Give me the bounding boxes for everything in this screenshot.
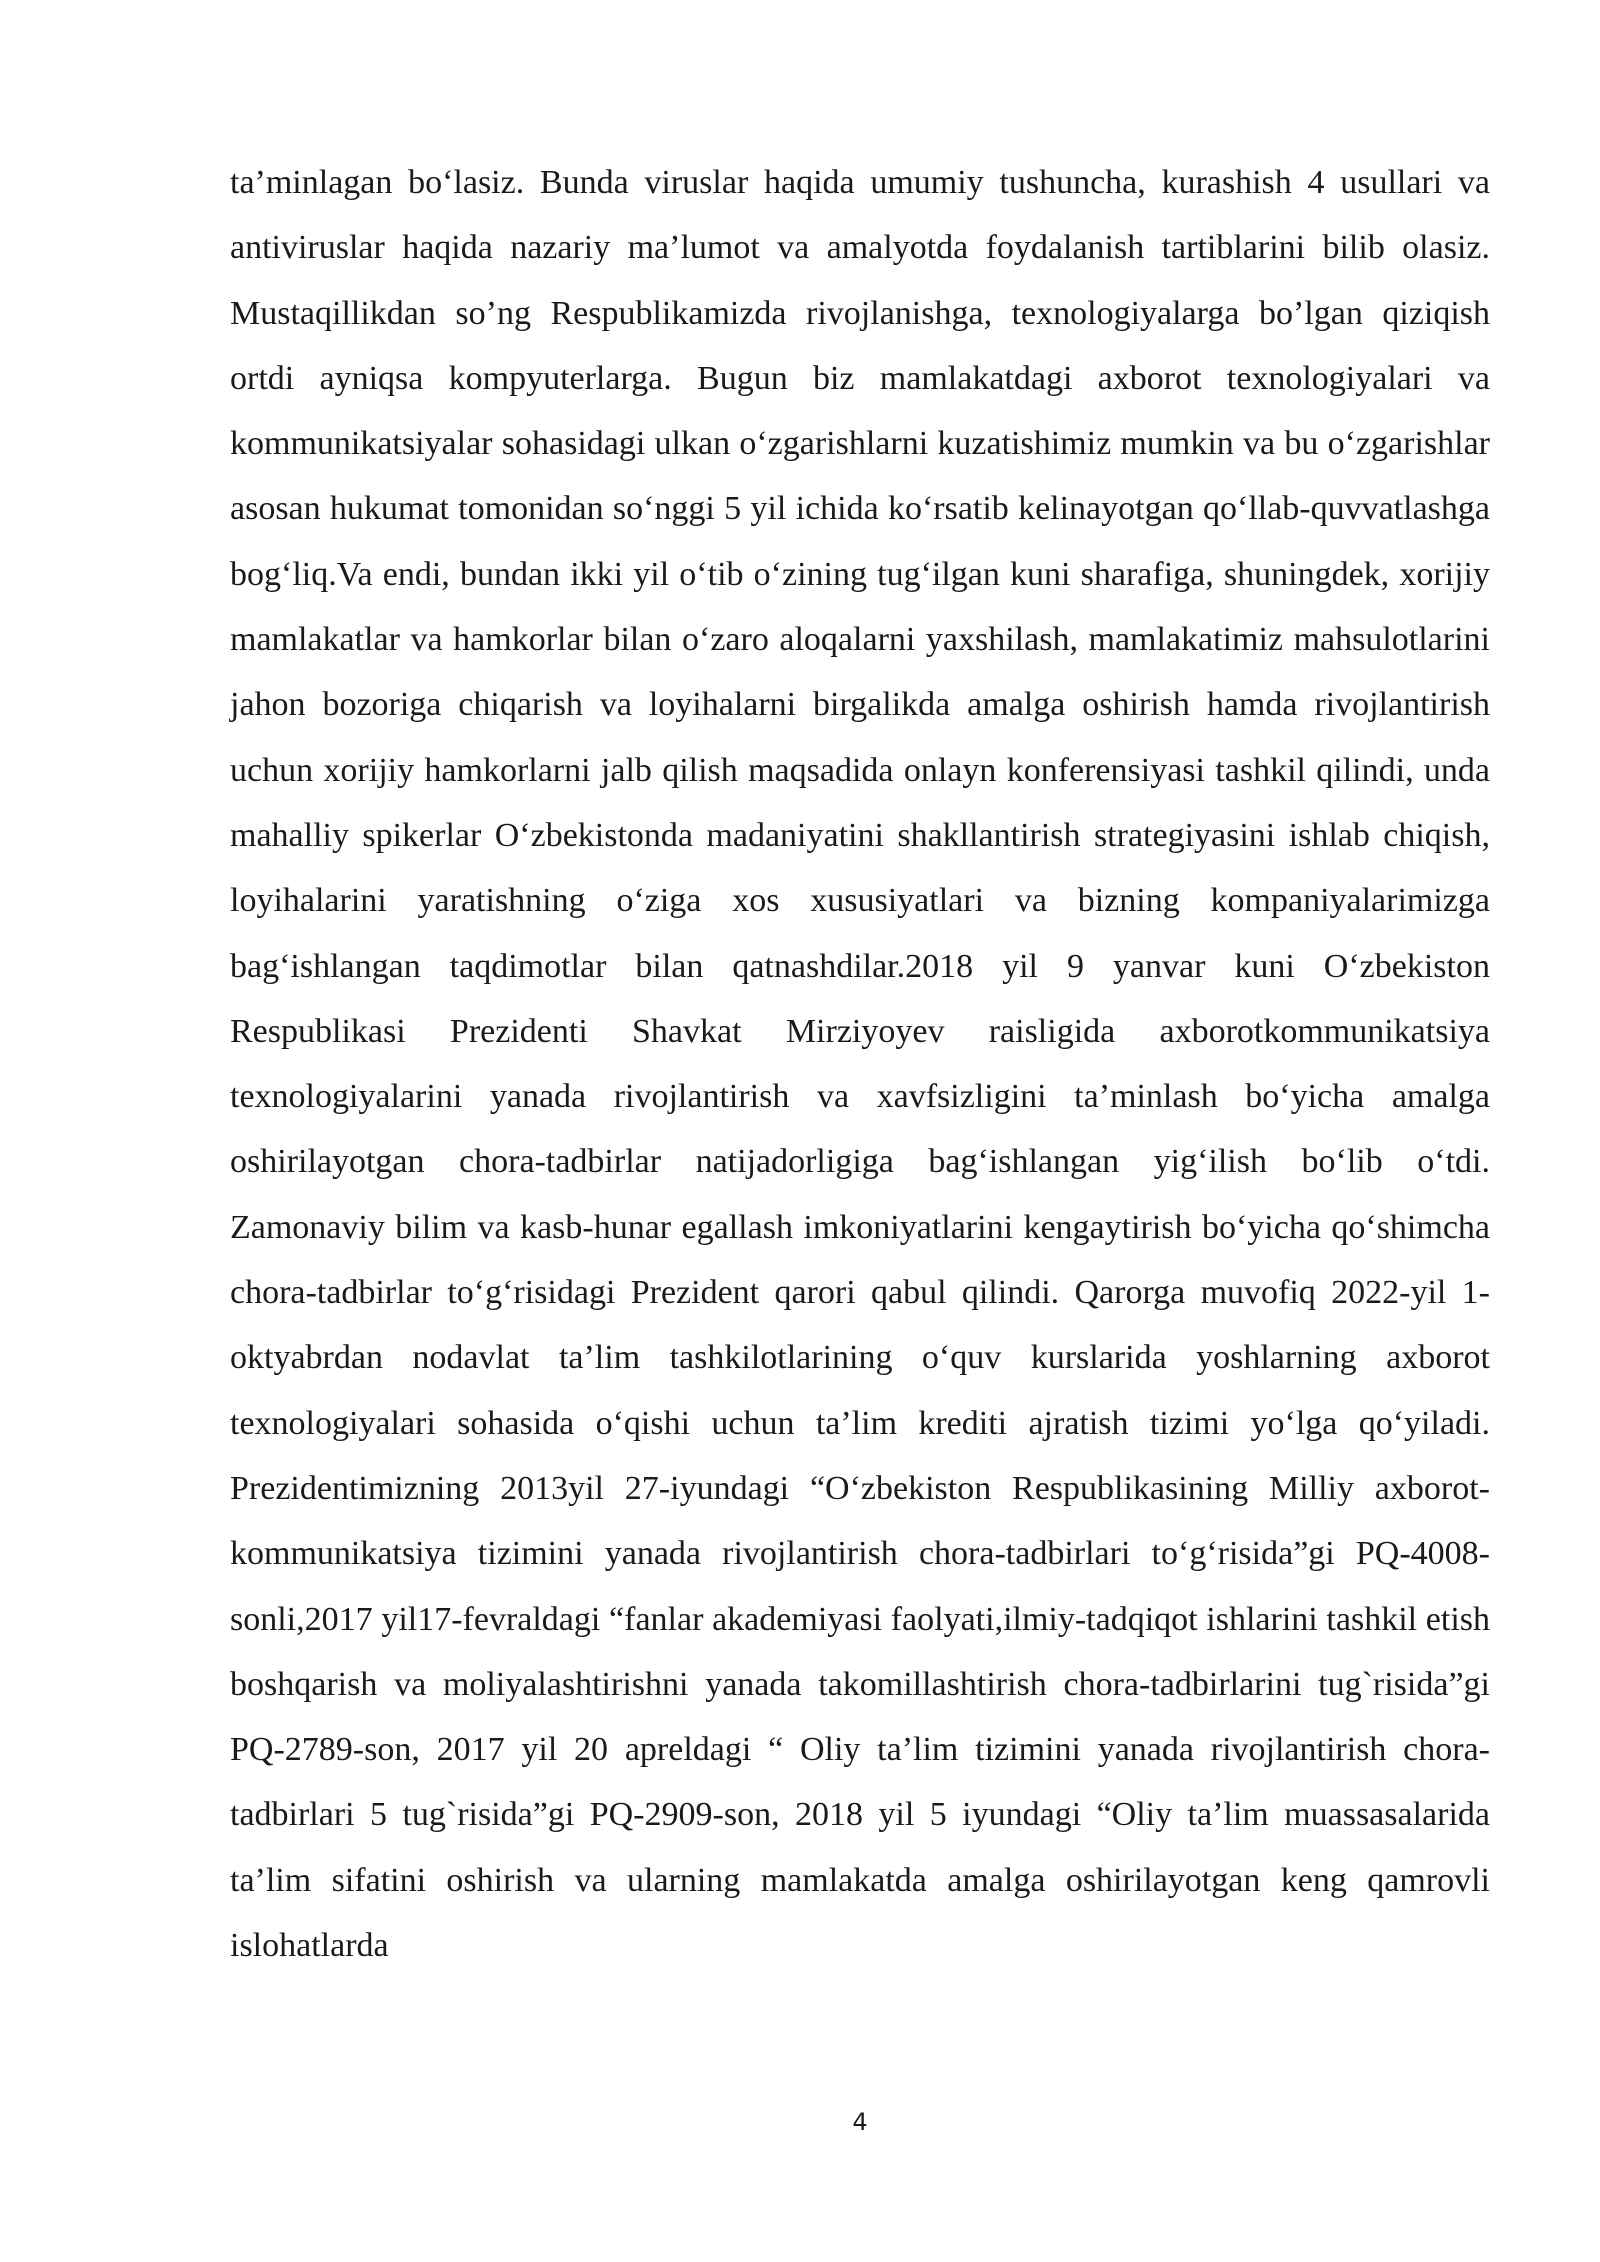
page-number: 4 [852,2108,868,2136]
body-paragraph: ta’minlagan bo‘lasiz. Bunda viruslar haqida umumiy tushuncha, kurashish 4 usullari va antiviruslar haqida nazariy ma’lumot va amalyotda foydalanish tartiblarini bilib olasiz. Mustaqillikdan so’ng Respublikamizda rivojlanishga, texnologiyalarga bo’lgan qiziqish ortdi ayniqsa kompyuterlarga. Bugun biz mamlakatdagi axborot texnologiyalari va kommunikatsiyalar sohasidagi ulkan o‘zgarishlarni kuzatishimiz mumkin va bu o‘zgarishlar asosan hukumat tomonidan so‘nggi 5 yil ichida ko‘rsatib kelinayotgan qo‘llab-quvvatlashga bog‘liq.Va endi, bundan ikki yil o‘tib o‘zining tug‘ilgan kuni sharafiga, shuningdek, xorijiy mamlakatlar va hamkorlar bilan o‘zaro aloqalarni yaxshilash, mamlakatimiz mahsulotlarini jahon bozoriga chiqarish va loyihalarni birgalikda amalga oshirish hamda rivojlantirish uchun xorijiy hamkorlarni jalb qilish maqsadida onlayn konferensiyasi tashkil qilindi, unda mahalliy spikerlar O‘zbekistonda madaniyatini shakllantirish strategiyasini ishlab chiqish, loyihalarini yaratishning o‘ziga xos xususiyatlari va bizning kompaniyalarimizga bag‘ishlangan taqdimotlar bilan qatnashdilar.2018 yil 9 yanvar kuni O‘zbekiston Respublikasi Prezidenti Shavkat Mirziyoyev raisligida axborotkommunikatsiya texnologiyalarini yanada rivojlantirish va xavfsizligini ta’minlash bo‘yicha amalga oshirilayotgan chora-tadbirlar natijadorligiga bag‘ishlangan yig‘ilish bo‘lib o‘tdi. Zamonaviy bilim va kasb-hunar egallash imkoniyatlarini kengaytirish bo‘yicha qo‘shimcha chora-tadbirlar to‘g‘risidagi Prezident qarori qabul qilindi. Qarorga muvofiq 2022-yil 1-oktyabrdan nodavlat ta’lim tashkilotlarining o‘quv kurslarida yoshlarning axborot texnologiyalari sohasida o‘qishi uchun ta’lim krediti ajratish tizimi yo‘lga qo‘yiladi. Prezidentimizning 2013yil 27-iyundagi “O‘zbekiston Respublikasining Milliy axborot-kommunikatsiya tizimini yanada rivojlantirish chora-tadbirlari to‘g‘risida”gi PQ-4008-sonli,2017 yil17-fevraldagi “fanlar akademiyasi faolyati,ilmiy-tadqiqot ishlarini tashkil etish boshqarish va moliyalashtirishni yanada takomillashtirish chora-tadbirlarini tug`risida”gi PQ-2789-son, 2017 yil 20 apreldagi “ Oliy ta’lim tizimini yanada rivojlantirish chora-tadbirlari 5 tug`risida”gi PQ-2909-son, 2018 yil 5 iyundagi “Oliy ta’lim muassasalarida ta’lim sifatini oshirish va ularning mamlakatda amalga oshirilayotgan keng qamrovli islohatlarda [230,164,1490,1965]
